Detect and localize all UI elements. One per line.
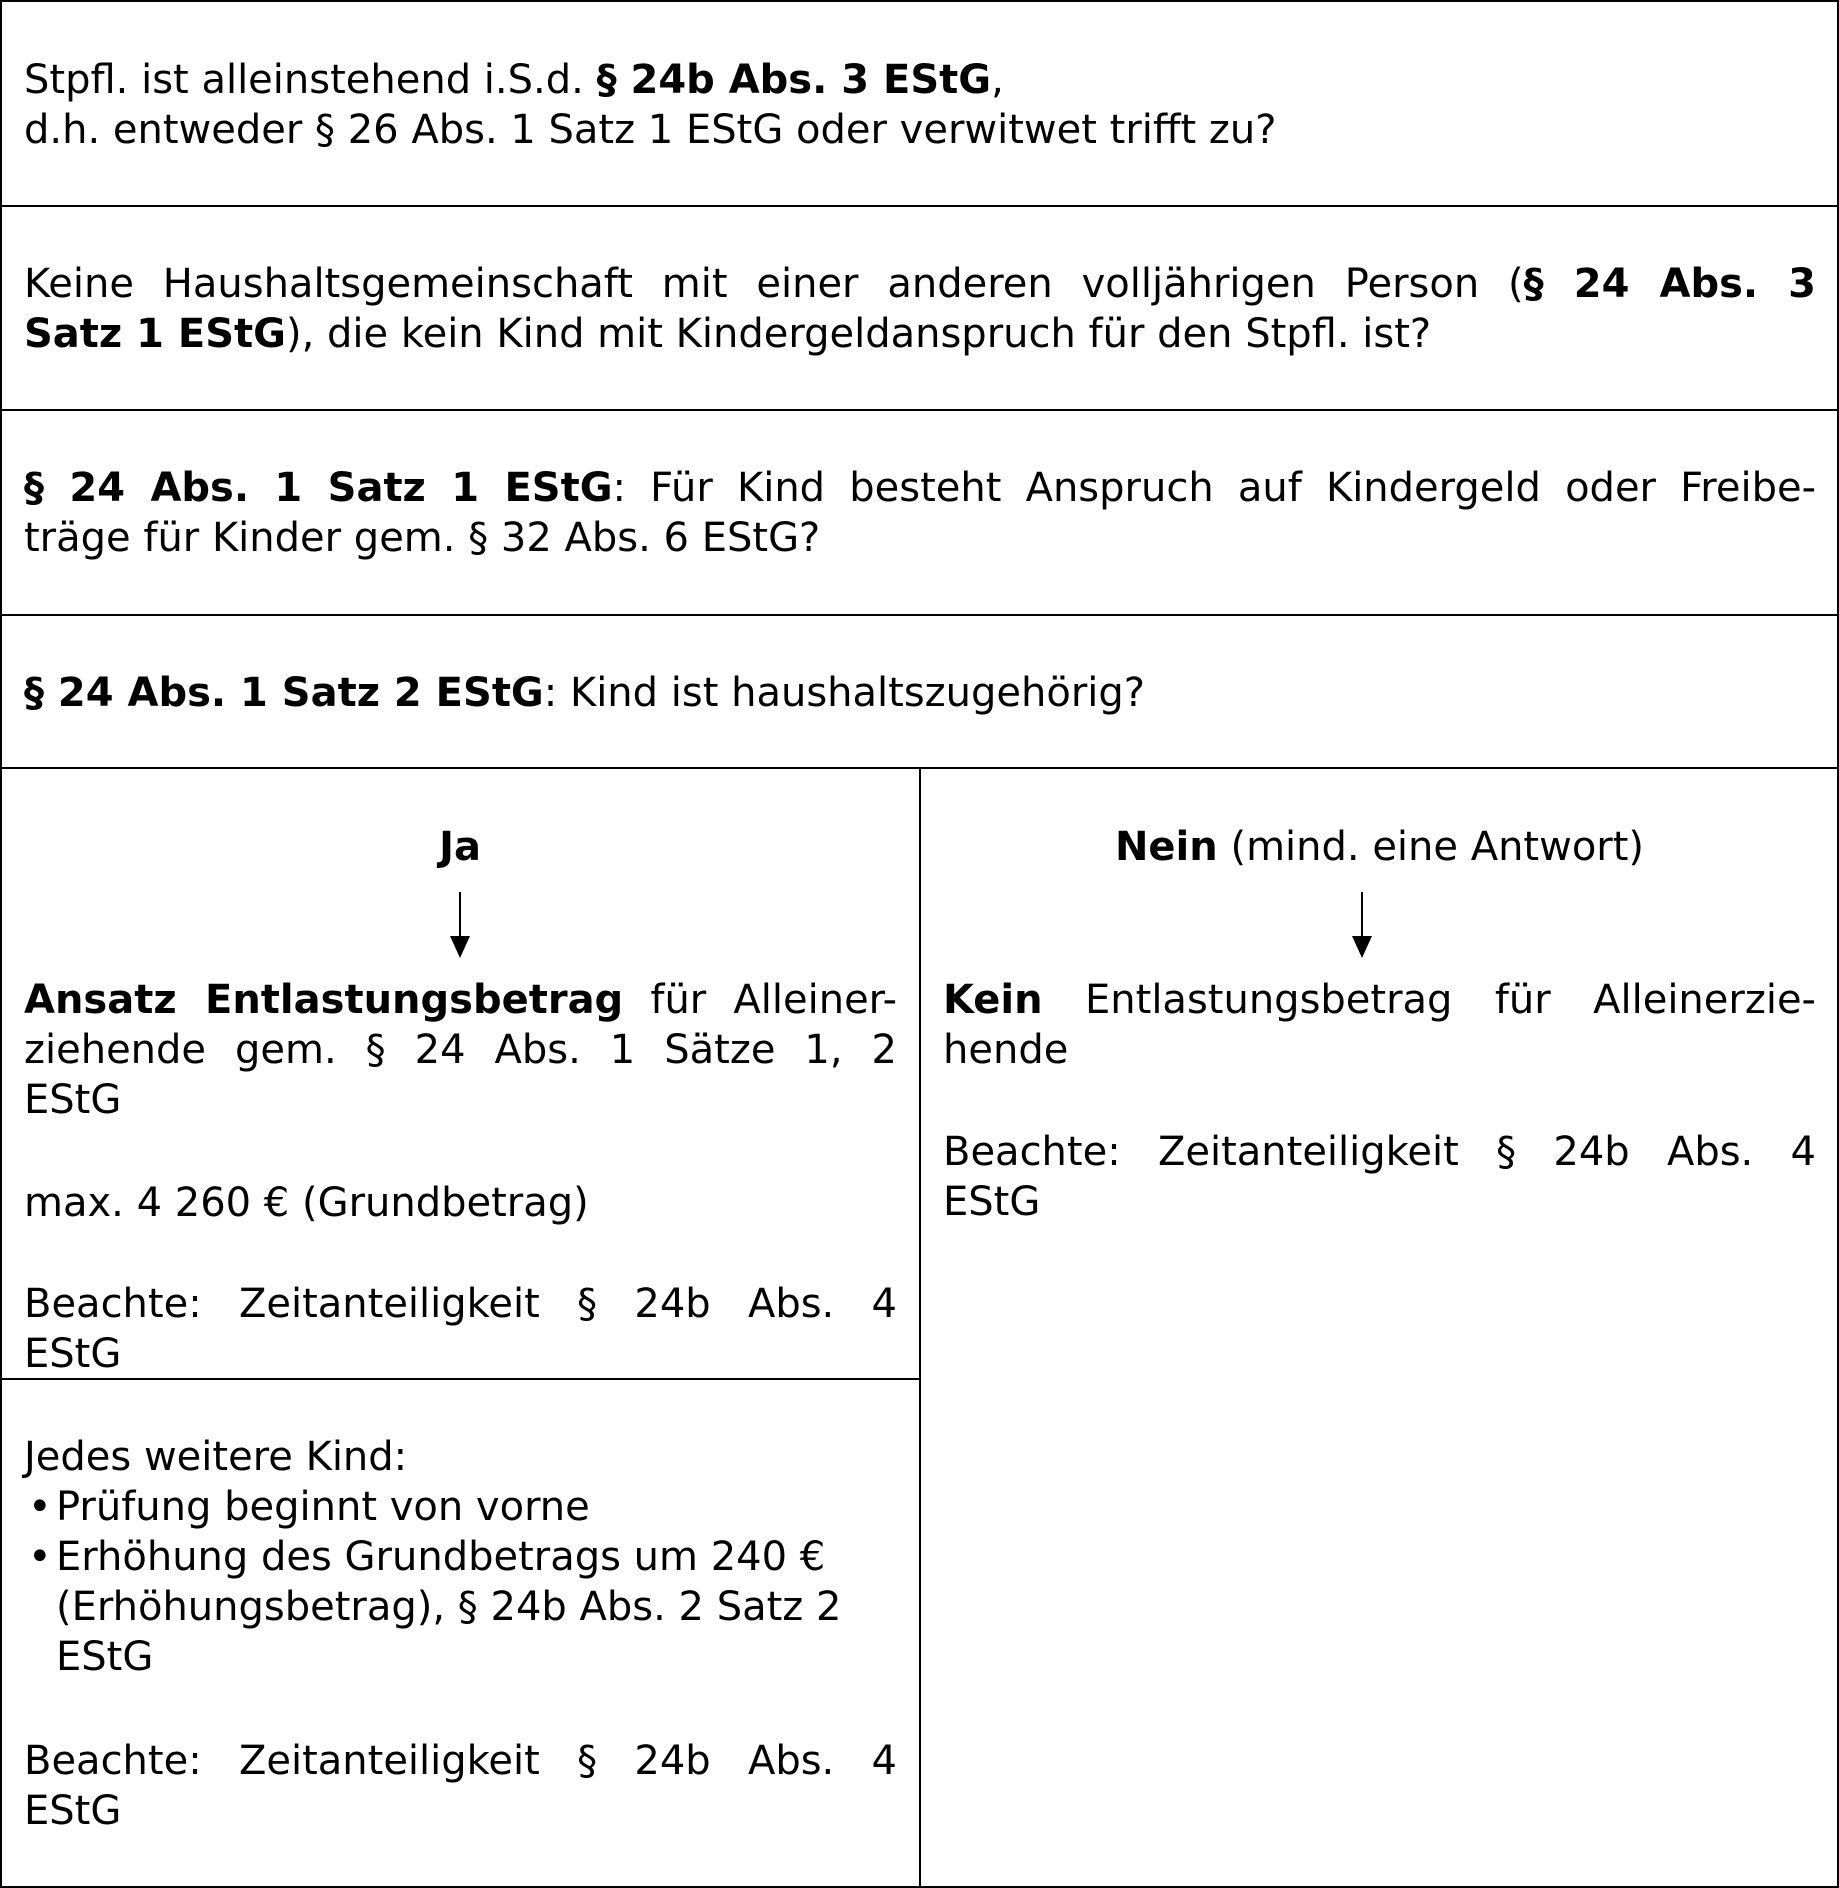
question-text: : Kind ist haushaltszugehörig? — [543, 670, 1146, 716]
note-line2: EStG — [24, 1788, 122, 1834]
note-line1: Beachte: Zeitanteiligkeit § 24b Abs. 4 — [24, 1281, 897, 1327]
law-reference-cont: Satz 1 EStG — [24, 311, 286, 357]
bullet-icon: • — [28, 1484, 52, 1530]
law-reference: § 24b Abs. 3 EStG — [596, 57, 992, 103]
law-reference: § 24 Abs. 1 Satz 1 EStG — [24, 465, 613, 511]
question-text-line2: träge für Kinder gem. § 32 Abs. 6 EStG? — [24, 515, 821, 561]
no-result — [943, 975, 1816, 1075]
further-heading: Jedes weitere Kind: — [24, 1434, 408, 1480]
yes-note — [24, 1279, 897, 1379]
list-item-text-line2: (Erhöhungsbetrag), § 24b Abs. 2 Satz 2 — [56, 1584, 842, 1630]
no-note — [943, 1127, 1816, 1227]
list-item-text-line3: EStG — [56, 1634, 154, 1680]
punctuation: , — [991, 57, 1004, 103]
further-note — [24, 1736, 897, 1836]
list-item-text: Erhöhung des Grundbetrags um 240 € — [56, 1534, 826, 1580]
no-result-bold: Kein — [943, 977, 1043, 1023]
further-list — [24, 1482, 897, 1682]
question-text: Stpfl. ist alleinstehend i.S.d. — [24, 57, 597, 103]
yes-label — [0, 822, 920, 872]
yes-amount — [24, 1178, 897, 1228]
yes-result-bold: Ansatz Entlastungsbetrag — [24, 977, 624, 1023]
question-haushaltsgemeinschaft — [24, 259, 1816, 359]
law-reference: § 24 Abs. 1 Satz 2 EStG — [24, 670, 544, 716]
further-children — [24, 1432, 897, 1682]
column-divider — [919, 767, 921, 1888]
yes-result-line2: ziehende gem. § 24 Abs. 1 Sätze 1, 2 — [24, 1027, 897, 1073]
question-text: Keine Haushaltsgemeinschaft mit einer anderen volljährigen Person ( — [24, 261, 1524, 307]
law-reference: § 24 Abs. 3 — [1523, 261, 1816, 307]
no-result-text: Entlastungsbetrag für Alleinerzie- — [1042, 977, 1816, 1023]
note-line1: Beachte: Zeitanteiligkeit § 24b Abs. 4 — [24, 1738, 897, 1784]
no-label-bold: Nein — [1114, 824, 1218, 870]
question-alleinstehend — [24, 55, 1816, 155]
list-item — [24, 1482, 897, 1532]
note-line2: EStG — [943, 1179, 1041, 1225]
note-line2: EStG — [24, 1331, 122, 1377]
question-haushaltszugehoerig — [24, 668, 1816, 718]
no-result-line2: hende — [943, 1027, 1069, 1073]
yes-result-text: für Alleiner- — [623, 977, 898, 1023]
yes-result-line3: EStG — [24, 1077, 122, 1123]
note-line1: Beachte: Zeitanteiligkeit § 24b Abs. 4 — [943, 1129, 1816, 1175]
frame-left — [0, 0, 2, 1888]
frame-top — [0, 0, 1839, 2]
question-text-line2: d.h. entweder § 26 Abs. 1 Satz 1 EStG oder verwitwet trifft zu? — [24, 107, 1277, 153]
yes-result — [24, 975, 897, 1125]
yes-label-text: Ja — [439, 824, 481, 870]
amount-text: max. 4 260 € (Grundbetrag) — [24, 1180, 589, 1226]
yes-arrow-icon — [448, 892, 472, 958]
divider-3 — [0, 614, 1839, 616]
no-arrow-icon — [1350, 892, 1374, 958]
list-item-text: Prüfung beginnt von vorne — [56, 1484, 590, 1530]
divider-2 — [0, 409, 1839, 411]
question-kindergeld — [24, 463, 1816, 563]
no-label — [920, 822, 1839, 872]
question-text: : Für Kind besteht Anspruch auf Kindergeld oder Freibe- — [612, 465, 1816, 511]
divider-1 — [0, 205, 1839, 207]
bullet-icon: • — [28, 1534, 52, 1580]
question-text-line2: ), die kein Kind mit Kindergeldanspruch für den Stpfl. ist? — [285, 311, 1432, 357]
no-label-text: (mind. eine Antwort) — [1217, 824, 1645, 870]
list-item — [24, 1532, 897, 1682]
